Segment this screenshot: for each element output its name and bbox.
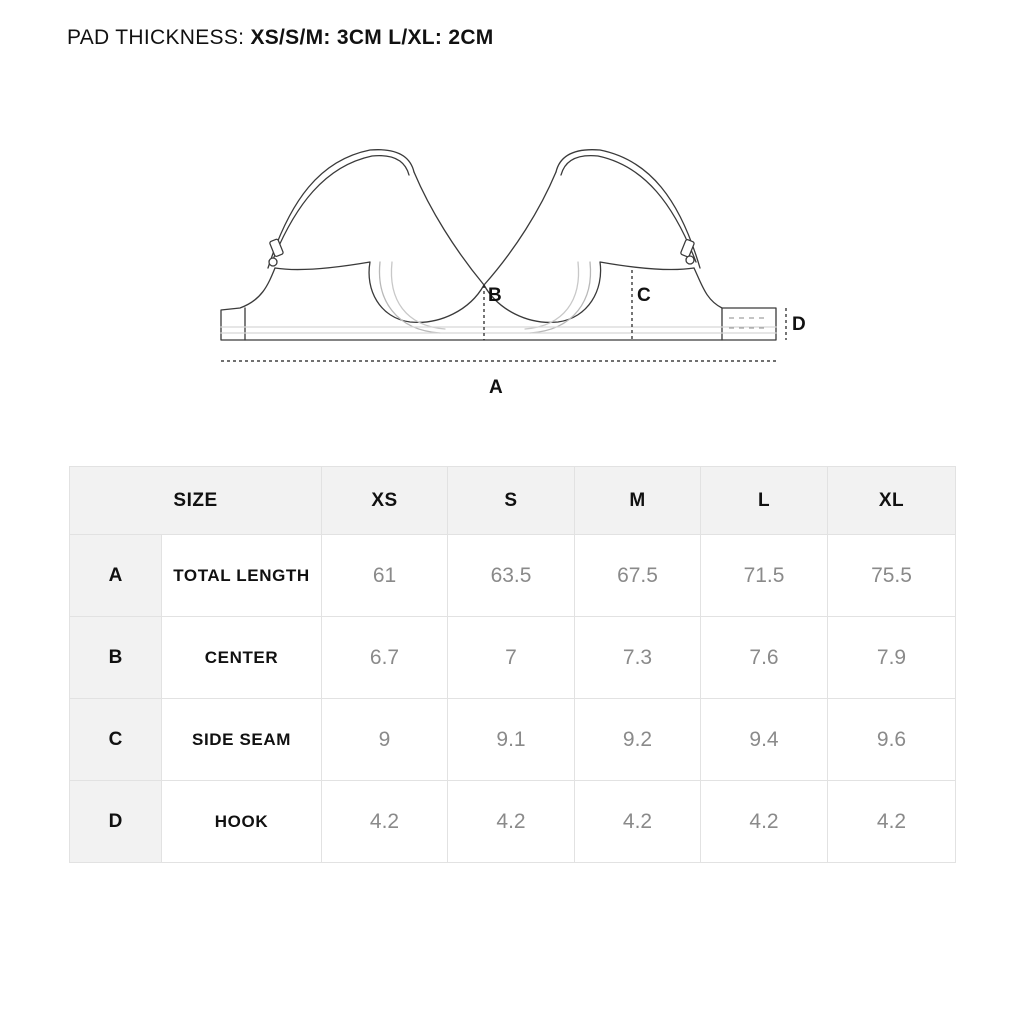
- measurement-name: CENTER: [162, 617, 322, 699]
- table-row: [70, 535, 956, 617]
- measurement-value: 9.1: [448, 699, 575, 781]
- measurement-value: 9.4: [701, 699, 828, 781]
- measurement-value: 9.6: [828, 699, 956, 781]
- diagram-label-d: D: [792, 314, 806, 335]
- measurement-name: SIDE SEAM: [162, 699, 322, 781]
- size-column-header: L: [701, 467, 828, 535]
- table-row: [70, 699, 956, 781]
- measurement-value: 4.2: [448, 781, 575, 863]
- pad-thickness-value: XS/S/M: 3CM L/XL: 2CM: [250, 26, 494, 49]
- diagram-label-b: B: [488, 285, 502, 306]
- pad-thickness-label: PAD THICKNESS:: [67, 26, 245, 49]
- measurement-value: 63.5: [448, 535, 575, 617]
- size-column-header: XL: [828, 467, 956, 535]
- table-header-row: [70, 467, 956, 535]
- measurement-value: 4.2: [575, 781, 701, 863]
- row-letter: C: [70, 699, 162, 781]
- row-letter: A: [70, 535, 162, 617]
- measurement-value: 9.2: [575, 699, 701, 781]
- size-column-header: XS: [322, 467, 448, 535]
- left-cup: [275, 172, 484, 322]
- measurement-value: 4.2: [701, 781, 828, 863]
- right-cup: [484, 172, 694, 322]
- measurement-value: 67.5: [575, 535, 701, 617]
- measurement-value: 7.9: [828, 617, 956, 699]
- left-strap-ring: [269, 258, 277, 266]
- size-column-header: M: [575, 467, 701, 535]
- table-row: [70, 617, 956, 699]
- measurement-name: TOTAL LENGTH: [162, 535, 322, 617]
- size-header: SIZE: [70, 467, 322, 535]
- bra-measurement-diagram: [0, 0, 1024, 440]
- measurement-value: 7.6: [701, 617, 828, 699]
- measurement-value: 4.2: [828, 781, 956, 863]
- size-chart-table: [69, 466, 956, 863]
- row-letter: D: [70, 781, 162, 863]
- size-column-header: S: [448, 467, 575, 535]
- measurement-value: 61: [322, 535, 448, 617]
- measurement-value: 6.7: [322, 617, 448, 699]
- measurement-name: HOOK: [162, 781, 322, 863]
- diagram-label-a: A: [489, 377, 503, 398]
- right-strap-ring: [686, 256, 694, 264]
- diagram-label-c: C: [637, 285, 651, 306]
- measurement-value: 9: [322, 699, 448, 781]
- row-letter: B: [70, 617, 162, 699]
- measurement-value: 7: [448, 617, 575, 699]
- measurement-value: 71.5: [701, 535, 828, 617]
- measurement-value: 4.2: [322, 781, 448, 863]
- measurement-value: 7.3: [575, 617, 701, 699]
- table-row: [70, 781, 956, 863]
- measurement-value: 75.5: [828, 535, 956, 617]
